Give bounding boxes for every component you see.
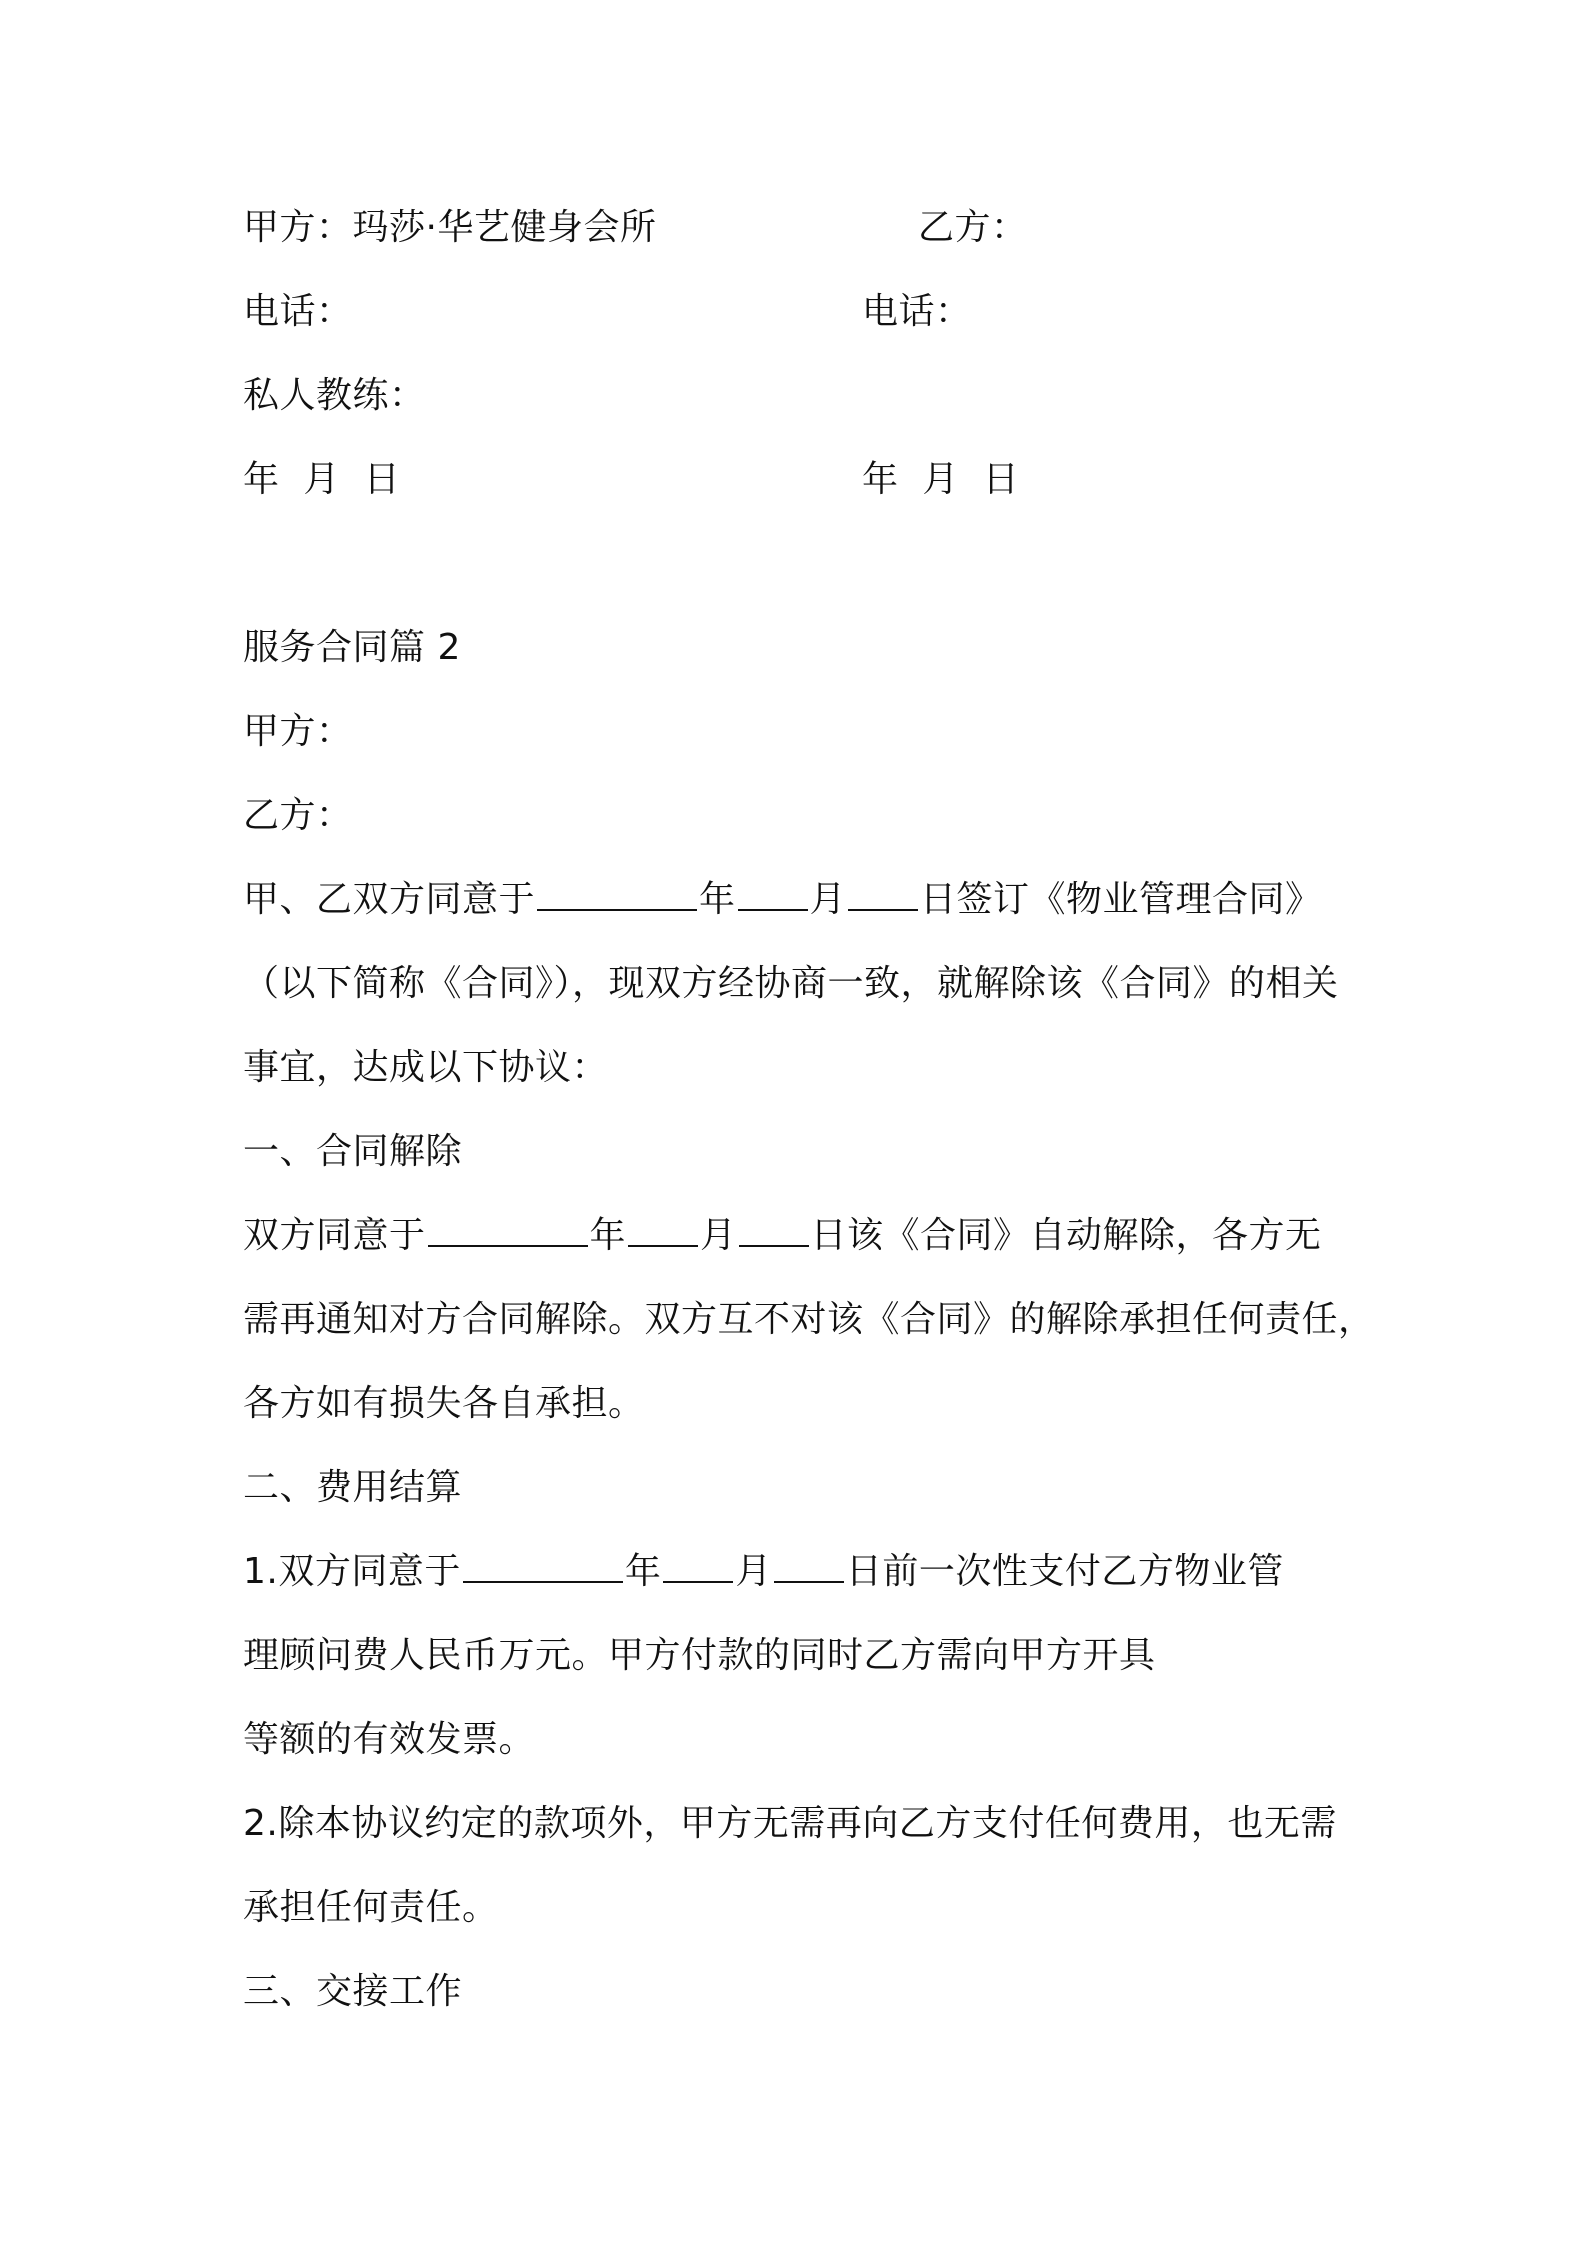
contract-party-a: 甲方： (243, 711, 353, 752)
intro-line-2: （以下简称《合同》），现双方经协商一致，就解除该《合同》的相关 (243, 963, 1339, 1004)
intro-line-3: 事宜，达成以下协议： (243, 1047, 609, 1088)
day-blank (739, 1215, 809, 1247)
section-2-item-2-line-1: 2.除本协议约定的款项外，甲方无需再向乙方支付任何费用，也无需 (243, 1803, 1337, 1844)
day-blank (848, 879, 918, 911)
section-1-text-2: 年 (589, 1215, 627, 1256)
month-blank (663, 1551, 733, 1583)
section-1-text-3: 月 (700, 1215, 737, 1256)
date-right: 年 月 日 (862, 459, 1020, 500)
phone-left: 电话： (243, 291, 353, 332)
section-1-text-1: 双方同意于 (243, 1215, 426, 1256)
intro-line-1 (243, 878, 1322, 922)
month-blank (738, 879, 808, 911)
intro-text-3: 月 (809, 879, 847, 920)
section-1-line-1 (243, 1214, 1322, 1258)
section-2-heading: 二、费用结算 (243, 1467, 463, 1508)
year-blank (428, 1215, 588, 1247)
month-blank (628, 1215, 698, 1247)
contract-party-b: 乙方： (243, 795, 353, 836)
item-1-text-1: 1.双方同意于 (243, 1551, 461, 1592)
intro-text-1: 甲、乙双方同意于 (243, 879, 536, 920)
section-1-heading: 一、合同解除 (243, 1131, 463, 1172)
item-1-text-4: 日前一次性支付乙方物业管 (845, 1551, 1284, 1592)
contract-title: 服务合同篇 2 (243, 627, 461, 668)
item-1-text-2: 年 (624, 1551, 662, 1592)
trainer-label: 私人教练： (243, 375, 426, 416)
date-left: 年 月 日 (243, 459, 401, 500)
party-b-label: 乙方： (918, 207, 1028, 248)
section-3-heading: 三、交接工作 (243, 1971, 463, 2012)
phone-right: 电话： (862, 291, 972, 332)
section-1-line-3: 各方如有损失各自承担。 (243, 1383, 645, 1424)
intro-text-2: 年 (699, 879, 736, 920)
party-a-name: 甲方：玛莎·华艺健身会所 (243, 207, 657, 248)
section-1-text-4: 日该《合同》自动解除，各方无 (810, 1215, 1322, 1256)
section-2-item-1-line-3: 等额的有效发票。 (243, 1719, 536, 1760)
intro-text-4: 日签订《物业管理合同》 (920, 879, 1322, 920)
year-blank (537, 879, 697, 911)
year-blank (463, 1551, 623, 1583)
day-blank (774, 1551, 844, 1583)
section-2-item-2-line-2: 承担任何责任。 (243, 1887, 499, 1928)
item-1-text-3: 月 (735, 1551, 772, 1592)
section-1-line-2: 需再通知对方合同解除。双方互不对该《合同》的解除承担任何责任， (243, 1299, 1375, 1340)
section-2-item-1-line-1 (243, 1550, 1284, 1594)
section-2-item-1-line-2: 理顾问费人民币万元。甲方付款的同时乙方需向甲方开具 (243, 1635, 1156, 1676)
